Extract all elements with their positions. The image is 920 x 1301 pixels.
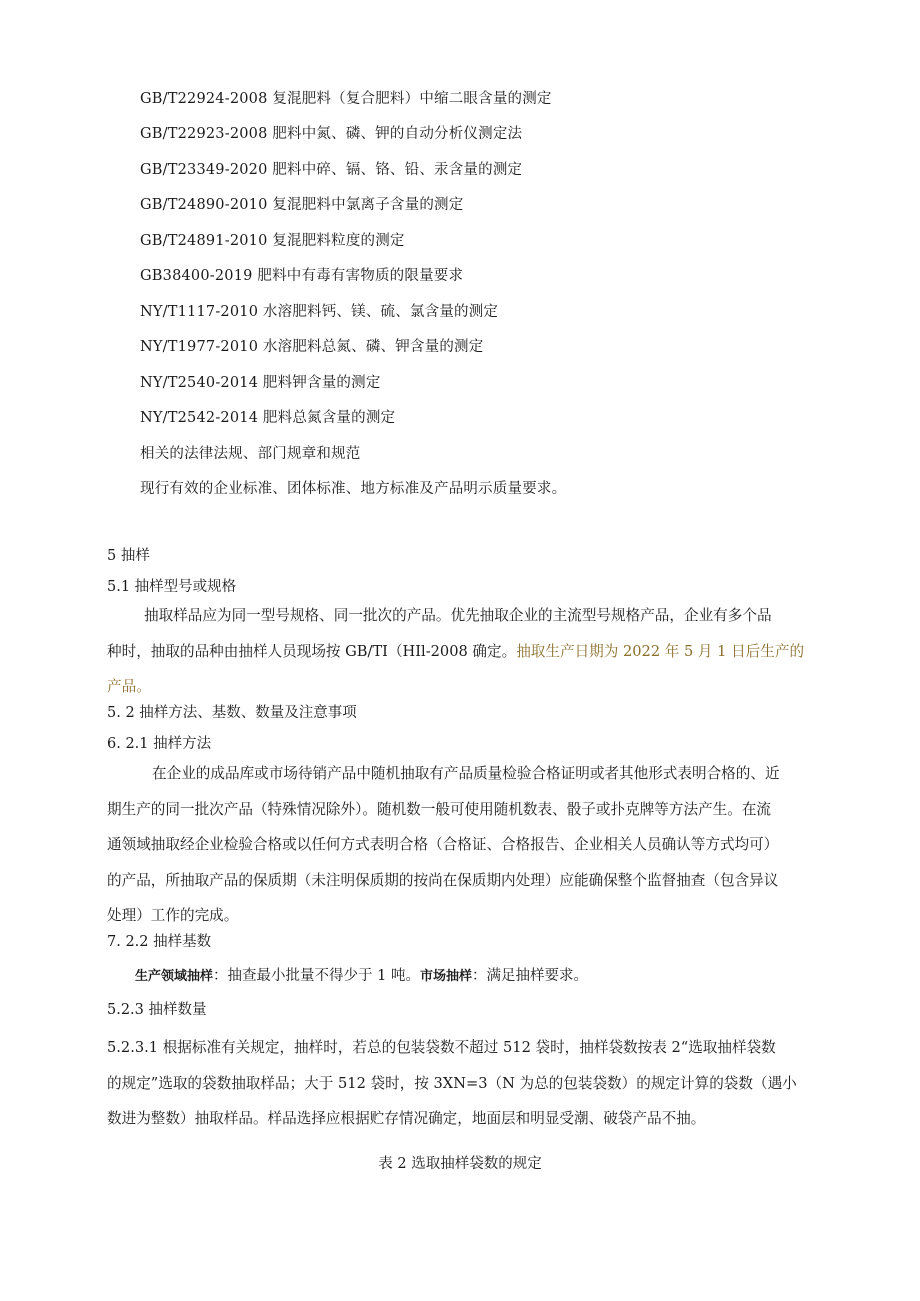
reference-item: GB/T24890-2010 复混肥料中氯离子含量的测定 <box>140 197 464 213</box>
reference-item: 现行有效的企业标准、团体标准、地方标准及产品明示质量要求。 <box>140 481 567 497</box>
production-sampling-label: 生产领域抽样 <box>135 969 214 984</box>
section-5-2-1-paragraph <box>107 756 817 934</box>
paragraph-line: 在企业的成品库或市场待销产品中随机抽取有产品质量检验合格证明或者其他形式表明合格的、近 <box>152 765 780 782</box>
highlighted-date-text: 产品。 <box>107 678 151 695</box>
reference-item: NY/T2540-2014 肥料钾含量的测定 <box>140 375 381 391</box>
reference-item: NY/T2542-2014 肥料总氮含量的测定 <box>140 410 396 426</box>
market-sampling-label: 市场抽样 <box>419 969 472 984</box>
reference-item: GB/T24891-2010 复混肥料粒度的测定 <box>140 233 405 249</box>
paragraph-line: 的规定”选取的袋数抽取样品；大于 512 袋时，按 3XN=3（N 为总的包装袋数）的规定计算的袋数（遇小 <box>107 1074 797 1092</box>
section-5-2-2-title: 7. 2.2 抽样基数 <box>107 934 212 950</box>
table-2-caption: 表 2 选取抽样袋数的规定 <box>378 1156 542 1172</box>
paragraph-line: 5.2.3.1 根据标准有关规定，抽样时，若总的包装袋数不超过 512 袋时，抽样袋数按表 2“选取抽样袋数 <box>107 1039 776 1056</box>
reference-item: GB/T22924-2008 复混肥料（复合肥料）中缩二眼含量的测定 <box>140 91 552 107</box>
paragraph-line: 的产品，所抽取产品的保质期（未注明保质期的按尚在保质期内处理）应能确保整个监督抽查（包含异议 <box>107 871 779 889</box>
reference-item: NY/T1117-2010 水溶肥料钙、镁、硫、氯含量的测定 <box>140 304 499 320</box>
reference-item: GB/T22923-2008 肥料中氮、磷、钾的自动分析仪测定法 <box>140 126 523 142</box>
section-5-2-3-title: 5.2.3 抽样数量 <box>107 1002 207 1018</box>
reference-item: GB/T23349-2020 肥料中碎、镉、铬、铅、汞含量的测定 <box>140 162 523 178</box>
section-5-2-title: 5. 2 抽样方法、基数、数量及注意事项 <box>107 705 357 721</box>
paragraph-text: 种时，抽取的品种由抽样人员现场按 GB/TI（HIl-2008 确定。 <box>107 642 517 660</box>
highlighted-date-text: 抽取生产日期为 2022 年 5 月 1 日后生产的 <box>516 642 805 660</box>
paragraph-line: 数进为整数）抽取样品。样品选择应根据贮存情况确定，地面层和明显受潮、破袋产品不抽。 <box>107 1110 706 1127</box>
paragraph-line: 抽取样品应为同一型号规格、同一批次的产品。优先抽取企业的主流型号规格产品，企业有多个品 <box>144 607 772 624</box>
paragraph-line: 处理）工作的完成。 <box>107 907 239 924</box>
reference-item: NY/T1977-2010 水溶肥料总氮、磷、钾含量的测定 <box>140 339 484 355</box>
market-sampling-text: ：满足抽样要求。 <box>471 968 588 984</box>
section-5-2-1-title: 6. 2.1 抽样方法 <box>107 736 212 752</box>
section-5-2-3-paragraph <box>107 1030 817 1137</box>
production-sampling-text: ：抽查最小批量不得少于 1 吨。 <box>213 968 420 984</box>
section-5-1-title: 5.1 抽样型号或规格 <box>107 579 237 595</box>
paragraph-line <box>107 634 817 670</box>
reference-item: GB38400-2019 肥料中有毒有害物质的限量要求 <box>140 268 464 284</box>
paragraph-line: 期生产的同一批次产品（特殊情况除外）。随机数一般可使用随机数表、骰子或扑克牌等方法产生。在流 <box>107 800 772 818</box>
section-5-1-paragraph <box>107 598 817 705</box>
sampling-base-line <box>135 966 588 987</box>
reference-item: 相关的法律法规、部门规章和规范 <box>140 446 361 462</box>
section-5-title: 5 抽样 <box>107 548 150 564</box>
paragraph-line: 通领域抽取经企业检验合格或以任何方式表明合格（合格证、合格报告、企业相关人员确认等方式均可） <box>107 836 779 853</box>
